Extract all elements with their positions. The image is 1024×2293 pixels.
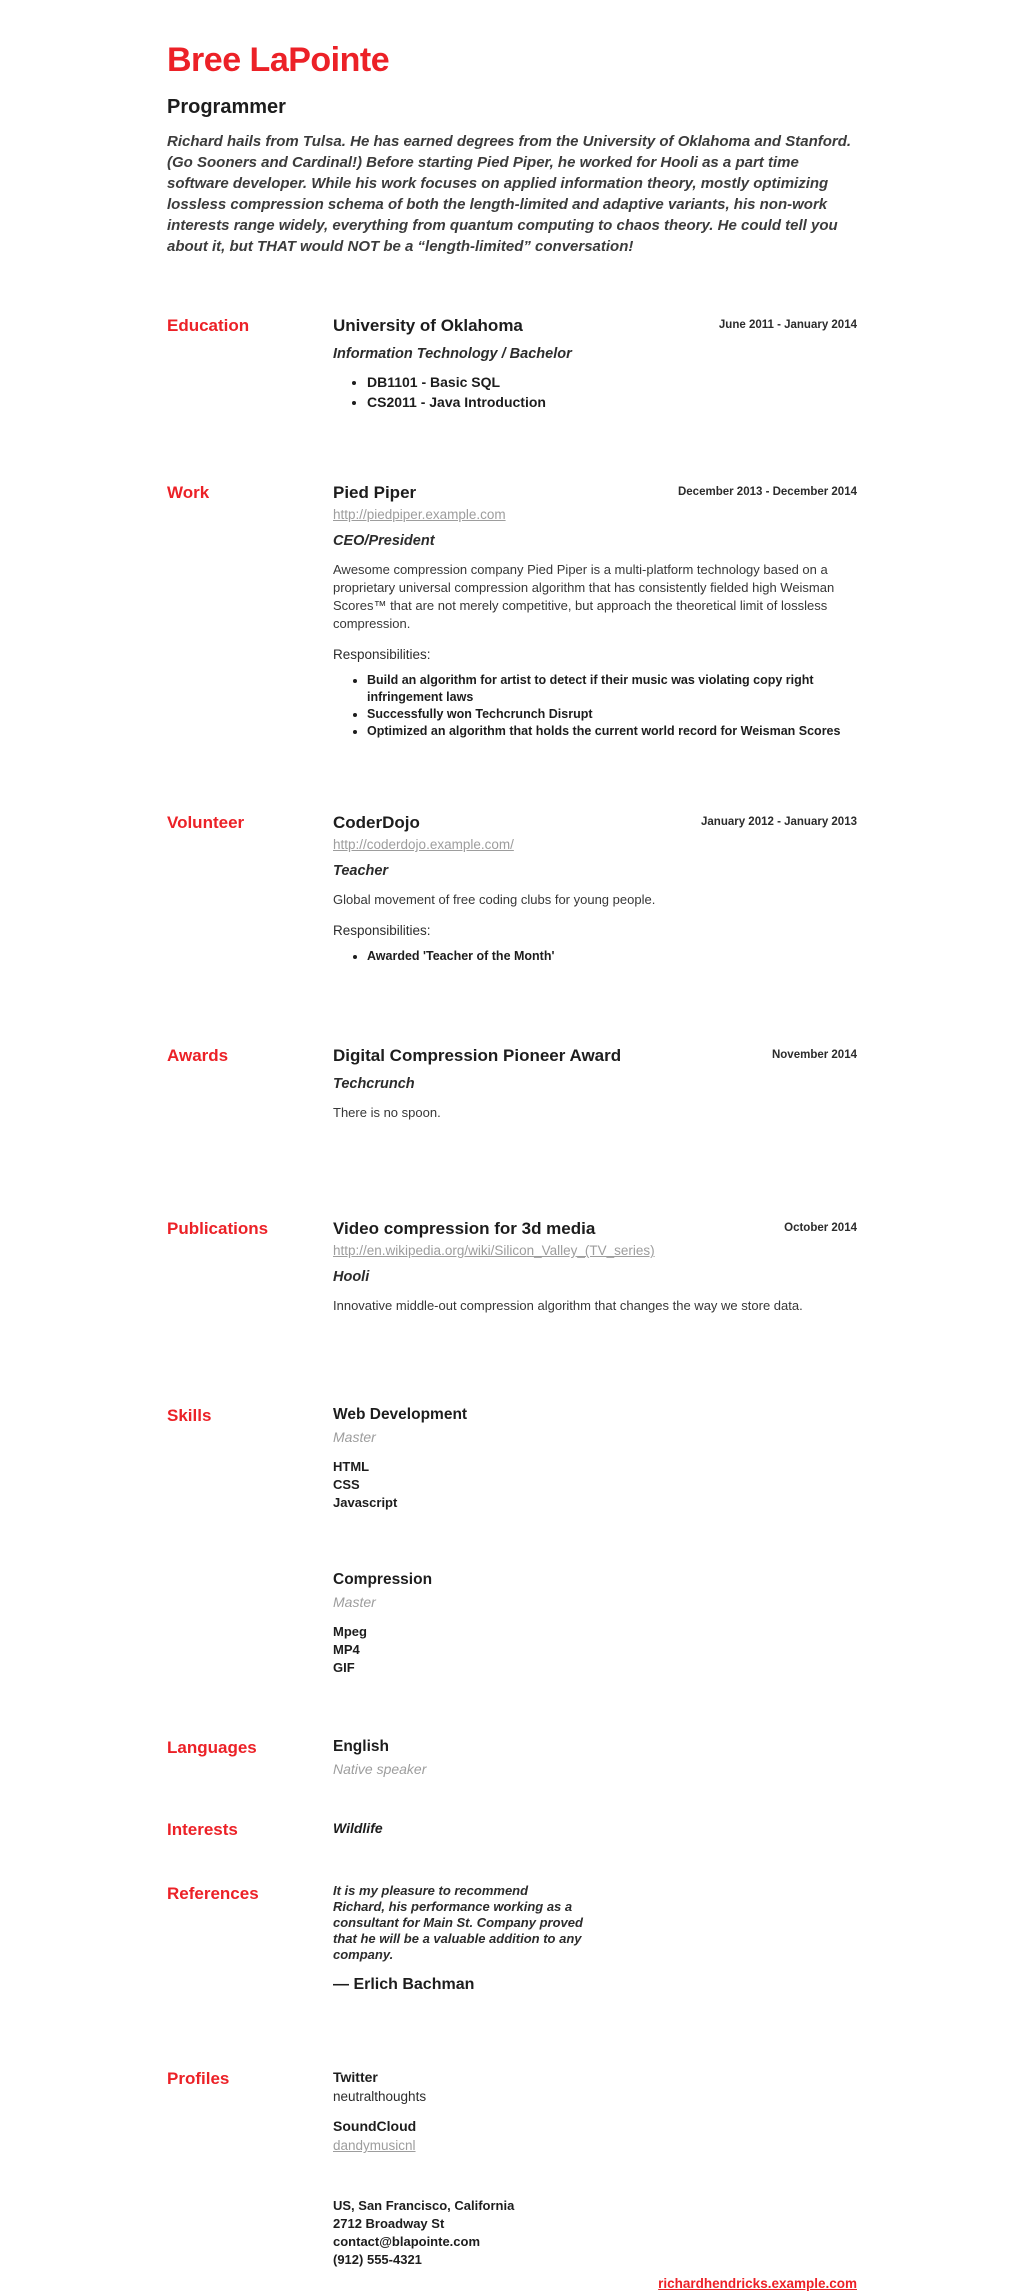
- organization-name: CoderDojo: [333, 813, 420, 832]
- profiles-body: [333, 2068, 857, 2155]
- volunteer-date: January 2012 - January 2013: [701, 816, 857, 828]
- work-position: CEO/President: [333, 533, 435, 549]
- contact-block: [333, 2197, 857, 2269]
- section-interests: [167, 1819, 857, 1841]
- interest-name: Wildlife: [333, 1820, 383, 1836]
- section-skills: [167, 1405, 857, 1677]
- education-body: [333, 315, 857, 412]
- skill-keyword: MP4: [333, 1642, 360, 1657]
- volunteer-summary: Global movement of free coding clubs for young people.: [333, 892, 656, 907]
- award-entry-head: [333, 1045, 857, 1067]
- publications-heading: Publications: [167, 1219, 269, 1238]
- skill-level: Master: [333, 1594, 376, 1610]
- award-title: Digital Compression Pioneer Award: [333, 1046, 622, 1065]
- job-title: Programmer: [167, 96, 286, 118]
- course-item: • DB1101 - Basic SQL: [367, 372, 857, 392]
- profiles-heading: Profiles: [167, 2069, 230, 2088]
- work-heading: Work: [167, 483, 210, 502]
- publication-title: Video compression for 3d media: [333, 1219, 596, 1238]
- volunteer-highlight-item: • Awarded 'Teacher of the Month': [367, 948, 857, 965]
- volunteer-heading: Volunteer: [167, 813, 245, 832]
- section-volunteer: [167, 812, 857, 965]
- company-name: Pied Piper: [333, 483, 417, 502]
- volunteer-entry-head: [333, 812, 857, 834]
- section-work: [167, 482, 857, 740]
- skills-heading: Skills: [167, 1406, 212, 1425]
- profile-item-twitter: [333, 2068, 857, 2105]
- work-body: [333, 482, 857, 740]
- profile-item-soundcloud: [333, 2117, 857, 2155]
- skill-keyword: HTML: [333, 1459, 370, 1474]
- section-awards: [167, 1045, 857, 1135]
- skill-name: Web Development: [333, 1406, 468, 1423]
- section-languages: [167, 1737, 857, 1778]
- work-highlight-list: [333, 672, 857, 740]
- website-link[interactable]: richardhendricks.example.com: [658, 2276, 857, 2291]
- language-fluency: Native speaker: [333, 1761, 427, 1777]
- section-profiles: [167, 2068, 857, 2155]
- skill-keyword: CSS: [333, 1477, 360, 1492]
- skill-item: [333, 1405, 857, 1512]
- contact-address: 2712 Broadway St: [333, 2216, 445, 2231]
- work-responsibilities-label: Responsibilities:: [333, 647, 431, 662]
- section-education: [167, 315, 857, 412]
- skill-keyword: Javascript: [333, 1495, 398, 1510]
- skills-body: [333, 1405, 857, 1677]
- degree-line: Information Technology / Bachelor: [333, 346, 572, 362]
- company-url-link[interactable]: http://piedpiper.example.com: [333, 507, 506, 522]
- interests-heading: Interests: [167, 1820, 238, 1839]
- publication-entry-head: [333, 1218, 857, 1240]
- section-publications: [167, 1218, 857, 1328]
- contact-location: US, San Francisco, California: [333, 2198, 515, 2213]
- award-summary: There is no spoon.: [333, 1105, 441, 1120]
- footer: [167, 2275, 857, 2293]
- section-references: [167, 1883, 857, 1995]
- skill-name: Compression: [333, 1571, 433, 1588]
- skill-keyword-list: [333, 1458, 857, 1512]
- skill-keyword-list: [333, 1623, 857, 1677]
- publication-date: October 2014: [784, 1222, 857, 1234]
- contact-phone: (912) 555-4321: [333, 2252, 422, 2267]
- skill-item: [333, 1570, 857, 1677]
- education-date: June 2011 - January 2014: [718, 319, 857, 331]
- publication-publisher: Hooli: [333, 1269, 370, 1285]
- awards-heading: Awards: [167, 1046, 229, 1065]
- course-list: [333, 372, 857, 412]
- organization-url-link[interactable]: http://coderdojo.example.com/: [333, 837, 514, 852]
- volunteer-highlight-list: [333, 948, 857, 965]
- award-awarder: Techcrunch: [333, 1076, 415, 1092]
- languages-body: [333, 1737, 857, 1778]
- work-highlight-item: • Successfully won Techcrunch Disrupt: [367, 706, 857, 723]
- publication-summary: Innovative middle-out compression algorithm that changes the way we store data.: [333, 1298, 803, 1313]
- volunteer-position: Teacher: [333, 863, 389, 879]
- profile-network: Twitter: [333, 2069, 378, 2085]
- profile-username-link[interactable]: dandymusicnl: [333, 2138, 416, 2153]
- summary-text: Richard hails from Tulsa. He has earned degrees from the University of Oklahoma and Stanford. (Go Sooners and Cardinal!) Before starting Pied Piper, he worked for Hooli as a part time software developer. While his work focuses on applied information theory, mostly optimizing lossless compression schema of both the length-limited and adaptive variants, his non-work interests range widely, everything from quantum computing to chaos theory. He could tell you about it, but THAT would NOT be a “length-limited” conversation!: [167, 133, 852, 255]
- publications-body: [333, 1218, 857, 1328]
- skill-keyword: GIF: [333, 1660, 355, 1675]
- interests-body: [333, 1819, 857, 1837]
- work-summary: Awesome compression company Pied Piper is a multi-platform technology based on a proprietary universal compression algorithm that has consistently fielded high Weisman Scores™ that are not merely competitive, but approach the theoretical limit of lossless compression.: [333, 562, 835, 631]
- institution-name: University of Oklahoma: [333, 316, 523, 335]
- reference-quote: It is my pleasure to recommend Richard, his performance working as a consultant for Main St. Company proved that he will be a valuable addition to any company.: [333, 1883, 583, 1962]
- volunteer-responsibilities-label: Responsibilities:: [333, 923, 431, 938]
- profile-network: SoundCloud: [333, 2118, 417, 2134]
- work-highlight-item: • Build an algorithm for artist to detect if their music was violating copy right infringement laws: [367, 672, 857, 706]
- awards-body: [333, 1045, 857, 1135]
- skill-level: Master: [333, 1429, 376, 1445]
- award-date: November 2014: [771, 1049, 857, 1061]
- work-highlight-item: • Optimized an algorithm that holds the current world record for Weisman Scores: [367, 723, 857, 740]
- skill-keyword: Mpeg: [333, 1624, 367, 1639]
- profile-username: neutralthoughts: [333, 2089, 427, 2104]
- references-body: [333, 1883, 857, 1995]
- languages-heading: Languages: [167, 1738, 257, 1757]
- work-entry-head: [333, 482, 857, 504]
- work-date: December 2013 - December 2014: [677, 486, 857, 498]
- course-item: • CS2011 - Java Introduction: [367, 392, 857, 412]
- contact-email: contact@blapointe.com: [333, 2234, 481, 2249]
- education-entry-head: [333, 315, 857, 337]
- education-heading: Education: [167, 316, 250, 335]
- page-title: Bree LaPointe: [167, 41, 390, 79]
- publication-url-link[interactable]: http://en.wikipedia.org/wiki/Silicon_Valley_(TV_series): [333, 1243, 655, 1258]
- references-heading: References: [167, 1884, 259, 1903]
- language-name: English: [333, 1738, 389, 1755]
- reference-name: — Erlich Bachman: [333, 1976, 475, 1993]
- volunteer-body: [333, 812, 857, 965]
